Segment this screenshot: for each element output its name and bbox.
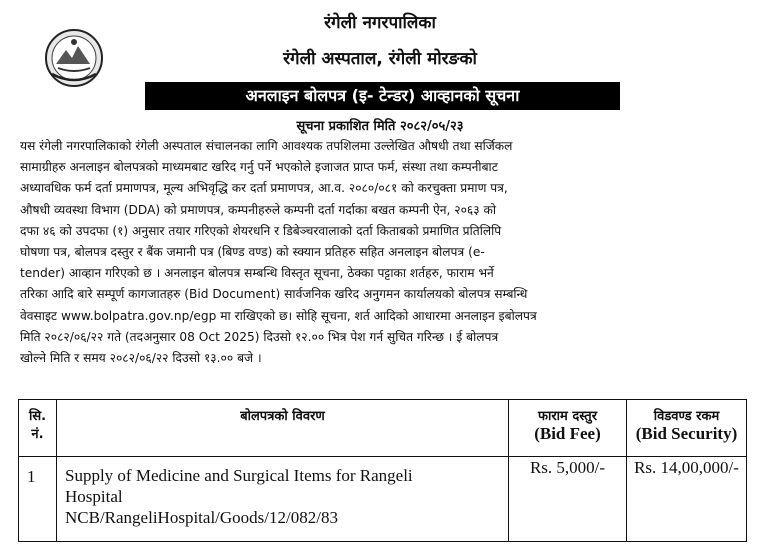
header-bid-fee (509, 400, 627, 457)
notice-line: घोषणा पत्र, बोलपत्र दस्तुर र बैंक जमानी पत्र (बिण्ड वण्ड) को स्क्यान प्रतिहरु सहित अनलाइन बोलपत्र (e- (20, 245, 485, 260)
row-description-line3: NCB/RangeliHospital/Goods/12/082/83 (65, 508, 338, 527)
header-security-line2: (Bid Security) (635, 424, 738, 443)
notice-header (0, 0, 760, 134)
header-bid-security (627, 400, 747, 457)
notice-title-banner: अनलाइन बोलपत्र (इ- टेन्डर) आव्हानको सूचना (145, 82, 620, 110)
row-description (57, 457, 509, 542)
row-bid-fee: Rs. 5,000/- (509, 457, 627, 542)
notice-line: अध्यावधिक फर्म दर्ता प्रमाणपत्र, मूल्य अभिवृद्धि कर दर्ता प्रमाणपत्र, आ.व. २०८०/०८१ को करचुक्ता प्रमाण पत्र, (20, 181, 508, 196)
hospital-name: रंगेली अस्पताल, रंगेली मोरङको (283, 49, 477, 69)
header-fee-line2: (Bid Fee) (534, 424, 601, 443)
notice-line: औषधी व्यवस्था विभाग (DDA) को प्रमाणपत्र, कम्पनीहरुले कम्पनी दर्ता गर्दाका बखत कम्पनी ऐन, २०६३ को (20, 202, 497, 217)
header-serial-number (19, 400, 57, 457)
header-security-line1: विडवण्ड रकम (653, 409, 720, 424)
municipality-name: रंगेली नगरपालिका (324, 13, 436, 33)
table-row (19, 457, 747, 542)
row-serial-number: 1 (19, 457, 57, 542)
row-description-line2: Hospital (65, 487, 123, 506)
notice-line: सामाग्रीहरु अनलाइन बोलपत्रको माध्यमबाट खरिद गर्नु पर्ने भएकोले इजाजत प्राप्त फर्म, संस्था तथा कम्पनीबाट (20, 160, 498, 175)
notice-line: tender) आव्हान गरिएको छ । अनलाइन बोलपत्र सम्बन्धि विस्तृत सूचना, ठेक्का पट्टाका शर्तहरु, फाराम भर्ने (20, 266, 494, 281)
row-bid-security: Rs. 14,00,000/- (627, 457, 747, 542)
header-serial-line1: सि. (28, 409, 47, 424)
notice-body (20, 136, 746, 369)
notice-line: यस रंगेली नगरपालिकाको रंगेली अस्पताल संचालनका लागि आवश्यक तपशिलमा उल्लेखित औषधी तथा सर्जिकल (20, 139, 513, 153)
notice-line: दफा ४६ को उपदफा (१) अनुसार तयार गरिएको शेयरधनि र डिबेञ्चरवालाको दर्ता किताबको प्रमाणित प्रतिलिपि (20, 223, 502, 238)
published-date: सूचना प्रकाशित मिति २०८२/०५/२३ (296, 119, 464, 134)
header-description-label: बोलपत्रको विवरण (240, 409, 325, 424)
header-description (57, 400, 509, 457)
notice-line: तरिका आदि बारे सम्पूर्ण कागजातहरु (Bid Document) सार्वजनिक खरिद अनुगमन कार्यालयको बोलपत्र सम्बन्धि (20, 287, 528, 302)
header-serial-line2: नं. (31, 427, 44, 442)
header-fee-line1: फाराम दस्तुर (537, 409, 598, 424)
bid-table (18, 399, 747, 542)
notice-line: वेवसाइट www.bolpatra.gov.np/egp मा राखिएको छ। सोहि सूचना, शर्त आदिको आधारमा अनलाइन इबोलपत्र (20, 308, 537, 323)
notice-line: मिति २०८२/०६/२२ गते (तदअनुसार 08 Oct 2025) दिउसो १२.०० भित्र पेश गर्न सुचित गरिन्छ । ई बोलपत्र (20, 329, 499, 344)
notice-line: खोल्ने मिति र समय २०८२/०६/२२ दिउसो १३.०० बजे । (20, 351, 262, 366)
row-description-line1: Supply of Medicine and Surgical Items for Rangeli (65, 466, 413, 485)
bid-table-header-row (19, 400, 747, 457)
